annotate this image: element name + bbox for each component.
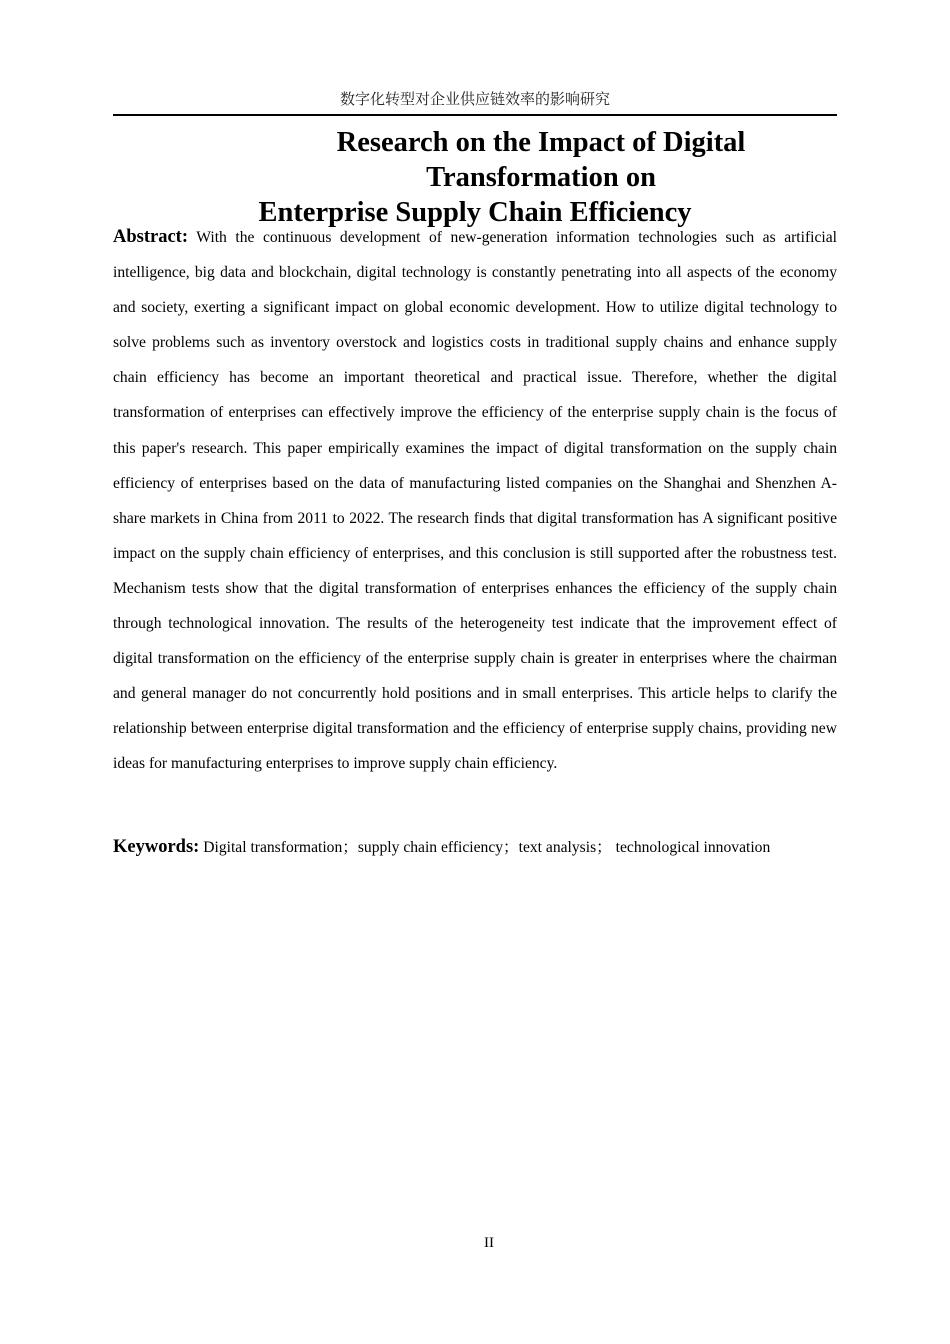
paper-title-line-2: Enterprise Supply Chain Efficiency (258, 197, 692, 228)
keywords-label: Keywords: (113, 837, 200, 857)
abstract-label: Abstract: (113, 227, 189, 247)
keywords-text: Digital transformation；supply chain efficiency；text analysis； technological innovation (203, 839, 771, 856)
abstract-paragraph (113, 220, 837, 782)
paper-title-line-1: Research on the Impact of Digital Transformation on (336, 127, 746, 193)
running-header: 数字化转型对企业供应链效率的影响研究 (339, 90, 610, 108)
page-number: II (484, 1235, 494, 1251)
abstract-text: With the continuous development of new-generation information technologies such as artificial intelligence, big data and blockchain, digital technology is constantly penetrating into all aspects of the economy and society, exerting a significant impact on global economic development. How to utilize digital technology to solve problems such as inventory overstock and logistics costs in traditional supply chains and enhance supply chain efficiency has become an important theoretical and practical issue. Therefore, whether the digital transformation of enterprises can effectively improve the efficiency of the enterprise supply chain is the focus of this paper's research. This paper empirically examines the impact of digital transformation on the supply chain efficiency of enterprises based on the data of manufacturing listed companies on the Shanghai and Shenzhen A-share markets in China from 2011 to 2022. The research finds that digital transformation has A significant positive impact on the supply chain efficiency of enterprises, and this conclusion is still supported after the robustness test. Mechanism tests show that the digital transformation of enterprises enhances the efficiency of the supply chain through technological innovation. The results of the heterogeneity test indicate that the improvement effect of digital transformation on the efficiency of the enterprise supply chain is greater in enterprises where the chairman and general manager do not concurrently hold positions and in small enterprises. This article helps to clarify the relationship between enterprise digital transformation and the efficiency of enterprise supply chains, providing new ideas for manufacturing enterprises to improve supply chain efficiency. (113, 229, 838, 773)
keywords-paragraph (113, 830, 837, 865)
paper-title (113, 125, 837, 230)
header-rule (113, 114, 837, 116)
